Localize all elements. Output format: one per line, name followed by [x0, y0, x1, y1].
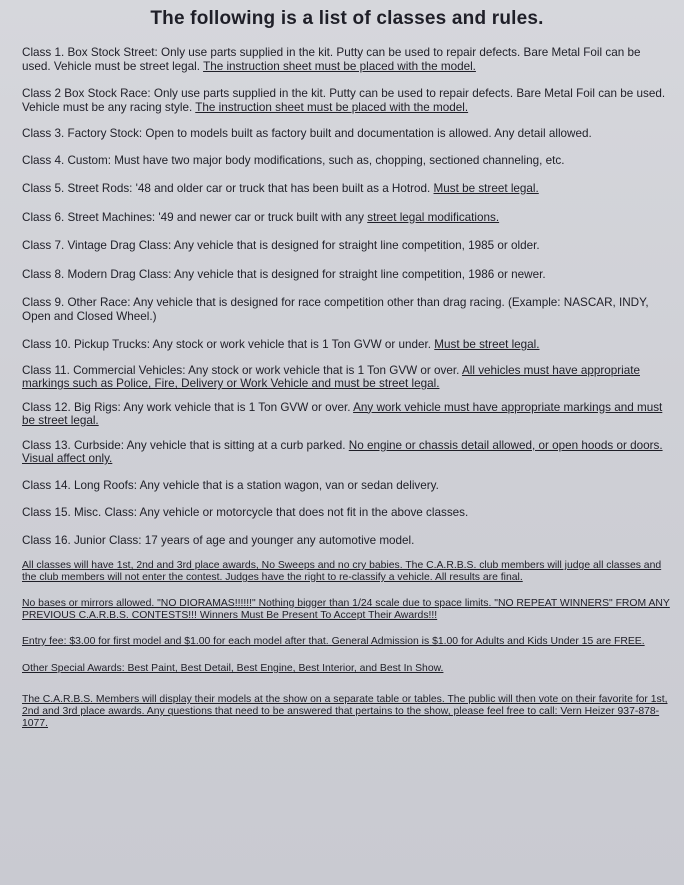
- class-8: Class 8. Modern Drag Class: Any vehicle that is designed for straight line competition, 1986 or newer.: [22, 267, 546, 281]
- note-public-vote-contact: The C.A.R.B.S. Members will display their models at the show on a separate table or tables. The public will then vote on their favorite for 1st, 2nd and 3rd place awards. Any questions that need to be answered that pertains to the show, please feel free to call: Vern Heizer 937-878-1077.: [22, 694, 668, 729]
- class-13: Class 13. Curbside: Any vehicle that is sitting at a curb parked. No engine or chassis detail allowed, or open hoods or doors. Visual affect only.: [22, 438, 663, 465]
- class-10: Class 10. Pickup Trucks: Any stock or work vehicle that is 1 Ton GVW or under. Must be street legal.: [22, 338, 540, 351]
- class-3: Class 3. Factory Stock: Open to models built as factory built and documentation is allowed. Any detail allowed.: [22, 127, 592, 140]
- class-14: Class 14. Long Roofs: Any vehicle that is a station wagon, van or sedan delivery.: [22, 478, 439, 492]
- class-11: Class 11. Commercial Vehicles: Any stock or work vehicle that is 1 Ton GVW or over. All vehicles must have appropriate markings such as Police, Fire, Delivery or Work Vehicle and must be street legal.: [22, 363, 640, 390]
- class-7: Class 7. Vintage Drag Class: Any vehicle that is designed for straight line competition, 1985 or older.: [22, 239, 540, 252]
- class-12: Class 12. Big Rigs: Any work vehicle that is 1 Ton GVW or over. Any work vehicle must have appropriate markings and must be street legal.: [22, 400, 663, 427]
- class-4: Class 4. Custom: Must have two major body modifications, such as, chopping, sectioned channeling, etc.: [22, 153, 565, 167]
- class-6: Class 6. Street Machines: '49 and newer car or truck built with any street legal modifications.: [22, 210, 500, 224]
- note-restrictions: No bases or mirrors allowed. "NO DIORAMAS!!!!!!" Nothing bigger than 1/24 scale due to space limits. "NO REPEAT WINNERS" FROM ANY PREVIOUS C.A.R.B.S. CONTESTS!!! Winners Must Be Present To Accept Their Awards!!!: [22, 598, 670, 621]
- class-9: Class 9. Other Race: Any vehicle that is designed for race competition other than drag racing. (Example: NASCAR, INDY, Open and Closed Wheel.): [22, 296, 649, 323]
- class-1: Class 1. Box Stock Street: Only use parts supplied in the kit. Putty can be used to repair defects. Bare Metal Foil can be used. Vehicle must be street legal. The instruction sheet must be placed with the model.: [22, 46, 641, 73]
- note-special-awards: Other Special Awards: Best Paint, Best Detail, Best Engine, Best Interior, and Best In Show.: [22, 663, 444, 674]
- page-title: The following is a list of classes and rules.: [150, 8, 544, 29]
- class-15: Class 15. Misc. Class: Any vehicle or motorcycle that does not fit in the above classes.: [22, 506, 469, 519]
- note-entry-fee: Entry fee: $3.00 for first model and $1.00 for each model after that. General Admission is $1.00 for Adults and Kids Under 15 are FREE.: [22, 636, 645, 647]
- class-2: Class 2 Box Stock Race: Only use parts supplied in the kit. Putty can be used to repair defects. Bare Metal Foil can be used. Vehicle must be any racing style. The instruction sheet must be placed with the model.: [22, 87, 666, 114]
- note-awards: All classes will have 1st, 2nd and 3rd place awards, No Sweeps and no cry babies. The C.A.R.B.S. club members will judge all classes and the club members will not enter the contest. Judges have the right to re-classify a vehicle. All results are final.: [22, 560, 662, 583]
- class-16: Class 16. Junior Class: 17 years of age and younger any automotive model.: [22, 533, 415, 547]
- class-5: Class 5. Street Rods: '48 and older car or truck that has been built as a Hotrod. Must be street legal.: [22, 182, 539, 195]
